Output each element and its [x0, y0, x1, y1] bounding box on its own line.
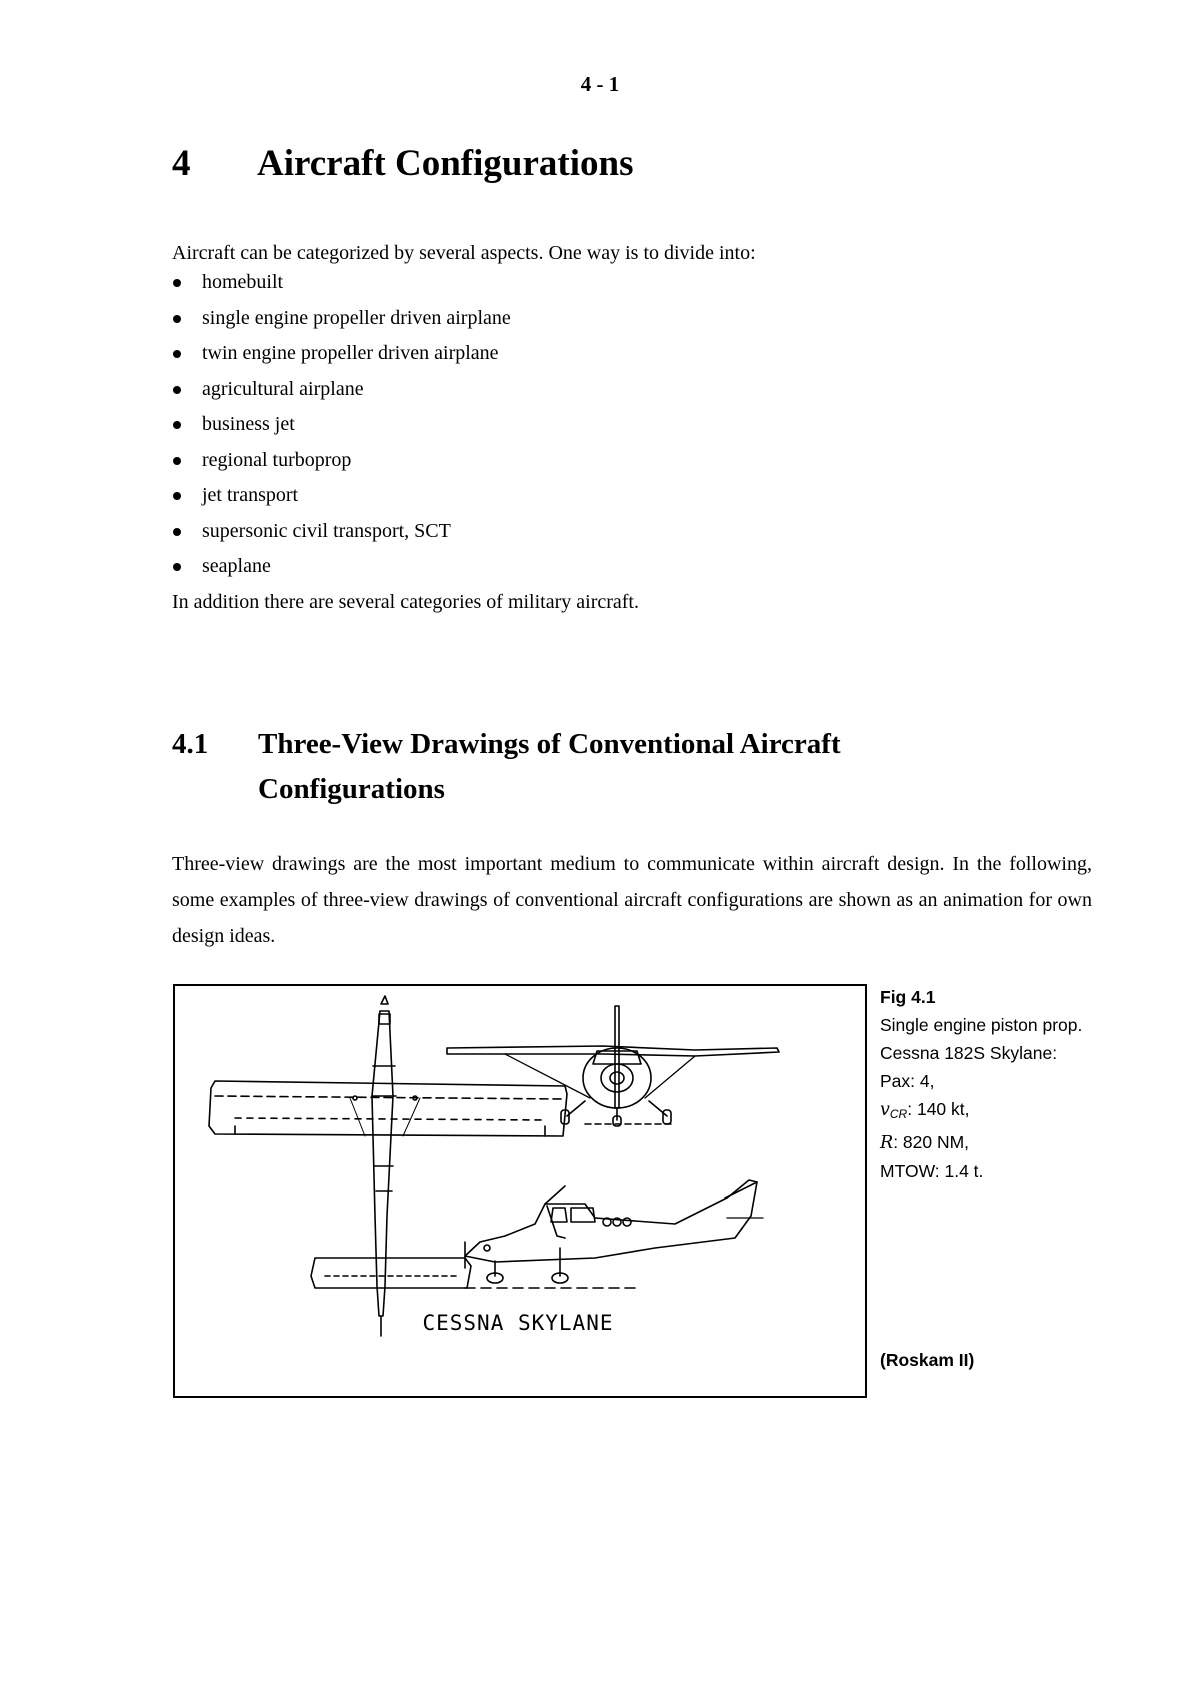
- bullet-icon: [173, 492, 181, 500]
- front-view: [447, 1006, 779, 1126]
- bullet-icon: [173, 563, 181, 571]
- caption-cruise-speed: $v_{CR}$: 140 kt,: [880, 1099, 970, 1121]
- caption-mtow: MTOW: 1.4 t.: [880, 1161, 984, 1181]
- chapter-title: Aircraft Configurations: [257, 143, 634, 184]
- section-paragraph: Three-view drawings are the most important medium to communicate within aircraft design. In the following, some examples of three-view drawings of conventional aircraft configurations are shown as an animation for own design ideas.: [172, 853, 1092, 947]
- list-item: supersonic civil transport, SCT: [172, 514, 1072, 550]
- list-item: single engine propeller driven airplane: [172, 301, 1072, 337]
- caption-pax: Pax: 4,: [880, 1071, 935, 1091]
- bullet-icon: [173, 315, 181, 323]
- chapter-heading: [172, 142, 633, 185]
- intro-text: Aircraft can be categorized by several aspects. One way is to divide into:: [172, 242, 756, 264]
- section-heading: [172, 722, 1072, 812]
- bullet-icon: [173, 386, 181, 394]
- section-number: 4.1: [172, 728, 209, 760]
- caption-range: R: 820 NM,: [880, 1132, 970, 1153]
- list-item: regional turboprop: [172, 443, 1072, 479]
- figure-id: Fig 4.1: [880, 987, 936, 1007]
- list-item: business jet: [172, 407, 1072, 443]
- list-item: seaplane: [172, 549, 1072, 585]
- caption-model: Cessna 182S Skylane:: [880, 1043, 1058, 1063]
- section-title: Three-View Drawings of Conventional Aircraft Configurations: [258, 728, 841, 805]
- caption-description: Single engine piston prop.: [880, 1015, 1083, 1035]
- three-view-figure: [173, 984, 867, 1398]
- list-item: twin engine propeller driven airplane: [172, 336, 1072, 372]
- bullet-icon: [173, 457, 181, 465]
- list-item: homebuilt: [172, 265, 1072, 301]
- military-note: In addition there are several categories of military aircraft.: [172, 591, 639, 613]
- bullet-icon: [173, 421, 181, 429]
- drawing-label: CESSNA SKYLANE: [422, 1311, 614, 1335]
- figure-source: (Roskam II): [880, 1350, 975, 1370]
- side-view: [465, 1180, 763, 1288]
- bullet-icon: [173, 350, 181, 358]
- list-item: agricultural airplane: [172, 372, 1072, 408]
- list-item: jet transport: [172, 478, 1072, 514]
- bullet-icon: [173, 528, 181, 536]
- chapter-number: 4: [172, 143, 191, 184]
- bullet-icon: [173, 279, 181, 287]
- figure-caption: [880, 983, 1100, 1185]
- category-list: [172, 265, 1072, 585]
- page-number: 4 - 1: [580, 72, 620, 96]
